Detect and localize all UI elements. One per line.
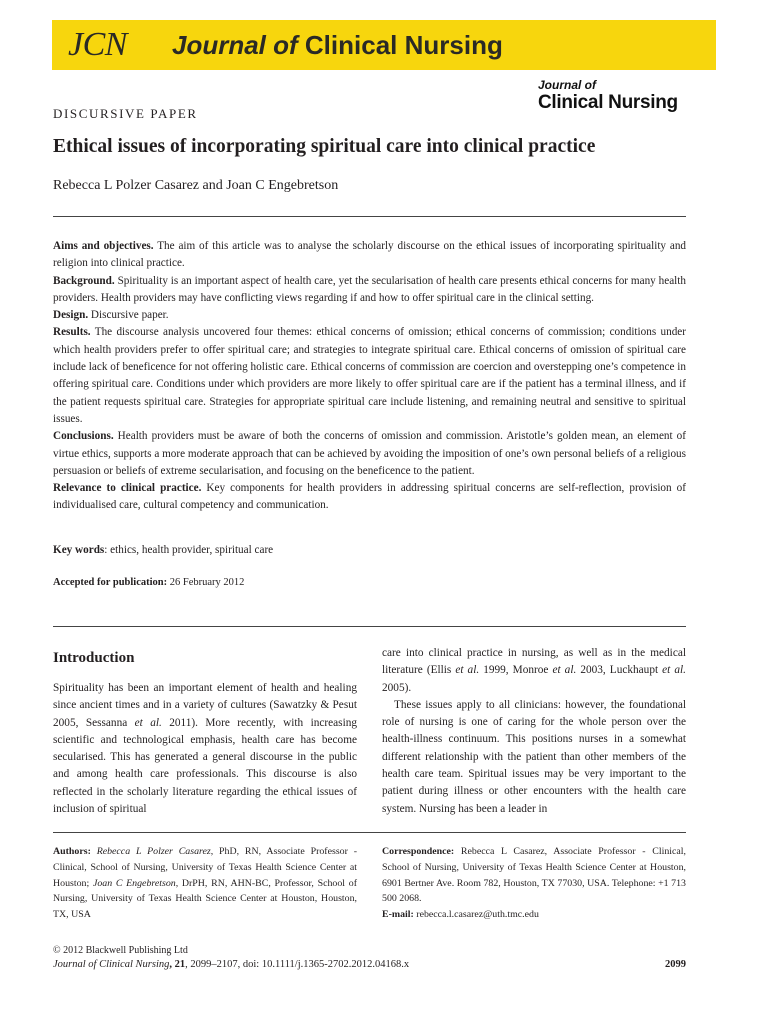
journal-long-suffix: Clinical Nursing — [304, 30, 503, 60]
results-text: The discourse analysis uncovered four themes: ethical concerns of omission; ethical concerns of commission; conditions under which health providers prefer to offer spiritual care; and strategies to integrate spiritual care. Ethical concerns of omission of spiritual care include lack of beneficence for not offering holistic care. Ethical concerns of commission are coercion and overstepping one’s competence in offering spiritual care. Conditions under which providers are more likely to offer spiritual care are if the patient has a terminal illness, and if the patient requests spiritual care. Strategies for appropriate spiritual care include listening, and remaining neutral and sensitive to spiritual issues. — [53, 326, 686, 425]
copyright: © 2012 Blackwell Publishing Ltd — [53, 945, 188, 956]
journal-short-title: JCN — [68, 26, 127, 63]
email-address: rebecca.l.casarez@uth.tmc.edu — [413, 909, 539, 921]
background-text: Spirituality is an important aspect of health care, yet the secularisation of health care presents ethical concerns for many health providers. Health providers may have conflicting views regarding if and how to offer spiritual care in the clinical setting. — [53, 274, 686, 304]
conclusions-text: Health providers must be aware of both the concerns of omission and commission. Aristotle’s golden mean, an element of virtue ethics, supports a more moderate approach that can be achieved by avoiding the imposition of one’s own personal beliefs of a religious persuasion or beliefs of extreme secularisation, and focusing on the beneficence to the patient. — [53, 430, 686, 477]
relevance-text: Key components for health providers in addressing spiritual concerns are self-reflection, provision of individualised care, cultural competency and communication. — [53, 482, 686, 512]
design-label: Design. — [53, 309, 89, 322]
section-label: DISCURSIVE PAPER — [53, 106, 198, 121]
intro-text: 2003, Luckhaupt — [576, 664, 663, 677]
keywords-label: Key words — [53, 544, 105, 556]
conclusions-label: Conclusions. — [53, 430, 114, 443]
journal-logo — [538, 78, 678, 114]
accepted-value: 26 February 2012 — [167, 577, 245, 588]
intro-text: 2011). More recently, with increasing scientific and technological emphasis, health care has become secularised. This has generated a general discourse in the public and among health care professionals. This discourse is also reflected in the scholarly literature regarding the ethical issues of inclusion of spiritual — [53, 716, 358, 816]
authors-note-text: , DrPH, RN, AHN-BC, Professor, School of Nursing, University of Texas Health Science Center at Houston, Houston, TX, USA — [53, 877, 357, 921]
page-number: 2099 — [665, 959, 686, 970]
title-divider — [53, 216, 686, 217]
citation-etal: et al. — [455, 664, 480, 677]
article-authors: Rebecca L Polzer Casarez and Joan C Engebretson — [53, 178, 339, 193]
abstract — [53, 238, 686, 515]
keywords-text: : ethics, health provider, spiritual care — [104, 544, 274, 556]
author-name: Joan C Engebretson — [92, 877, 176, 889]
footnote-divider — [53, 832, 686, 833]
citation-etal: et al. — [662, 664, 686, 677]
results-label: Results. — [53, 326, 91, 339]
authors-note — [53, 844, 357, 923]
abstract-design — [53, 307, 686, 324]
introduction-heading: Introduction — [53, 650, 135, 666]
body-column-left — [53, 680, 357, 818]
correspondence-label: Correspondence: — [382, 846, 455, 857]
author-name: Rebecca L Polzer Casarez — [90, 846, 211, 857]
journal-banner — [52, 20, 716, 70]
citation-etal: et al. — [552, 664, 577, 677]
background-label: Background. — [53, 274, 115, 287]
citation-volume: , 21 — [169, 959, 186, 970]
email-label: E-mail: — [382, 909, 414, 921]
abstract-divider — [53, 626, 686, 627]
citation-rest: , 2099–2107, doi: 10.1111/j.1365-2702.2012.04168.x — [185, 959, 410, 970]
intro-text: Spirituality has been an important element of health and healing since ancient times and in a variety of cultures (Sawatzky & Pesut 2005, Sessanna — [53, 682, 357, 729]
abstract-background — [53, 273, 686, 308]
authors-note-text: , PhD, RN, Associate Professor - Clinical, School of Nursing, University of Texas Health Science Center at Houston; — [53, 846, 358, 889]
citation-etal: et al. — [134, 716, 162, 729]
correspondence-text: Rebecca L Casarez, Associate Professor - Clinical, School of Nursing, University of Texas Health Science Center at Houston, 6901 Bertner Ave. Room 782, Houston, TX 77030, USA. Telephone: +1 713 500 2068. — [382, 846, 686, 905]
accepted-label: Accepted for publication: — [53, 577, 168, 588]
design-text: Discursive paper. — [88, 309, 169, 322]
abstract-conclusions — [53, 428, 686, 480]
body-column-right — [382, 645, 686, 818]
abstract-results — [53, 324, 686, 428]
journal-long-title — [172, 30, 503, 61]
journal-logo-line1: Journal of — [538, 78, 597, 92]
correspondence-note — [382, 844, 686, 923]
keywords — [53, 544, 273, 556]
aims-text: The aim of this article was to analyse the scholarly discourse on the ethical issues of incorporating spirituality and religion into clinical practice. — [53, 240, 687, 270]
intro-text: care into clinical practice in nursing, as well as in the medical literature (Ellis — [382, 647, 686, 677]
intro-text: 1999, Monroe — [479, 664, 553, 677]
intro-text: 2005). — [382, 681, 412, 694]
intro-paragraph-1 — [53, 680, 357, 818]
citation-line — [53, 959, 409, 970]
accepted-date — [53, 577, 244, 588]
intro-paragraph-1-continued — [382, 645, 686, 697]
journal-long-prefix: Journal of — [172, 30, 298, 60]
intro-paragraph-2: These issues apply to all clinicians: however, the foundational role of nursing is one of caring for the whole person over the health-illness continuum. This positions nurses in a somewhat different relationship with the patient than other members of the health care team. Spiritual issues may be very important to the patient during illness or other encounters with the health care system. Nursing has been a leader in — [382, 698, 686, 815]
abstract-relevance — [53, 480, 686, 515]
aims-label: Aims and objectives. — [53, 240, 154, 252]
article-title: Ethical issues of incorporating spiritual care into clinical practice — [53, 136, 596, 157]
relevance-label: Relevance to clinical practice. — [53, 482, 202, 495]
journal-logo-line2: Clinical Nursing — [538, 92, 678, 113]
abstract-aims — [53, 238, 686, 273]
authors-note-label: Authors: — [53, 846, 91, 857]
citation-journal: Journal of Clinical Nursing — [53, 959, 170, 970]
